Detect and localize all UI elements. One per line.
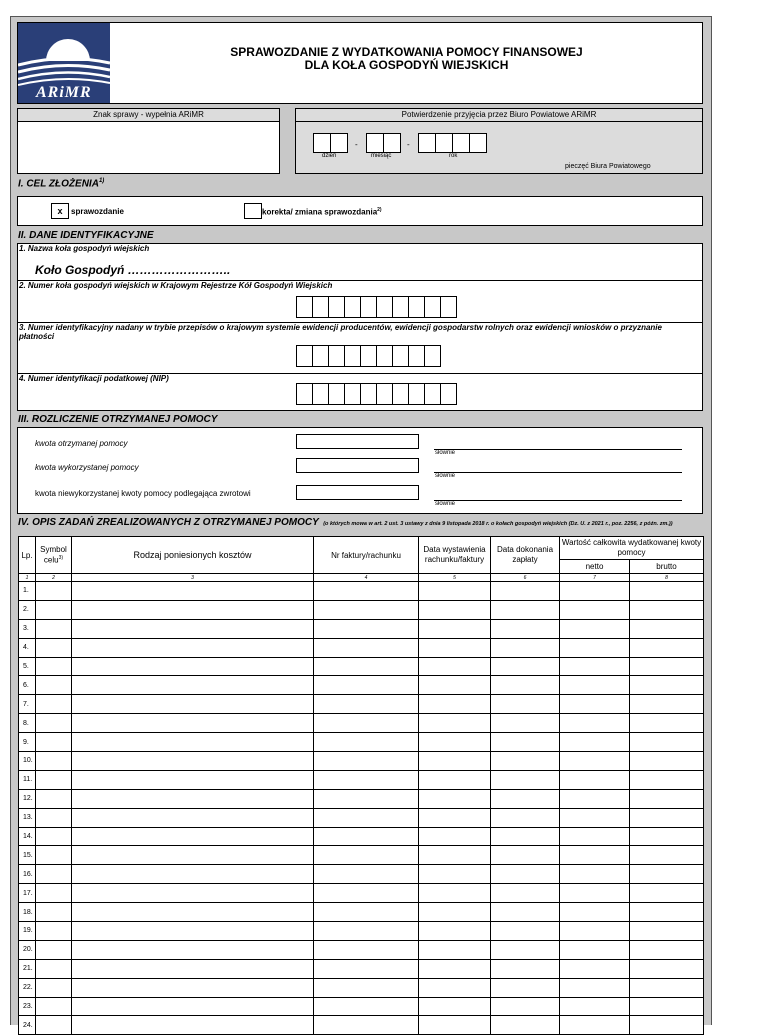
table-row [19, 922, 704, 941]
table-cell[interactable] [314, 922, 419, 941]
form-title-line2: DLA KOŁA GOSPODYŃ WIEJSKICH [304, 58, 509, 72]
option-report-label: sprawozdanie [71, 207, 124, 216]
table-cell[interactable] [36, 978, 72, 997]
column-number-1: 1 [19, 574, 36, 582]
table-cell[interactable] [630, 884, 704, 903]
row-number: 23. [19, 997, 36, 1016]
col-net: netto [560, 560, 630, 574]
table-cell[interactable] [314, 733, 419, 752]
table-row [19, 600, 704, 619]
table-row [19, 752, 704, 771]
table-cell[interactable] [560, 884, 630, 903]
table-cell[interactable] [419, 657, 491, 676]
row-number: 14. [19, 827, 36, 846]
table-cell[interactable] [36, 770, 72, 789]
table-cell[interactable] [314, 884, 419, 903]
table-cell[interactable] [560, 714, 630, 733]
row-number: 17. [19, 884, 36, 903]
field3-label: 3. Numer identyfikacyjny nadany w trybie przepisów o krajowym systemie ewidencji producentów, ewidencji gospodarstw rolnych oraz ewidencji wniosków o przyznanie płatności [19, 323, 662, 341]
table-body [19, 582, 704, 1035]
table-cell[interactable] [560, 582, 630, 601]
table-row [19, 940, 704, 959]
table-cell[interactable] [72, 808, 314, 827]
table-row [19, 582, 704, 601]
row-number: 12. [19, 789, 36, 808]
table-cell[interactable] [314, 827, 419, 846]
table-cell[interactable] [419, 695, 491, 714]
row-number: 2. [19, 600, 36, 619]
col-total: Wartość całkowita wydatkowanej kwoty pomocy [560, 537, 704, 560]
table-cell[interactable] [36, 903, 72, 922]
column-number-7: 7 [560, 574, 630, 582]
table-cell[interactable] [630, 752, 704, 771]
table-cell[interactable] [630, 733, 704, 752]
table-cell[interactable] [630, 903, 704, 922]
table-cell[interactable] [630, 827, 704, 846]
form-title-line1: SPRAWOZDANIE Z WYDATKOWANIA POMOCY FINANSOWEJ [230, 45, 583, 59]
table-cell[interactable] [72, 657, 314, 676]
table-cell[interactable] [72, 582, 314, 601]
date-separator-2: - [407, 140, 410, 149]
table-cell[interactable] [560, 789, 630, 808]
col-lp: Lp. [19, 537, 36, 574]
table-cell[interactable] [72, 695, 314, 714]
table-cell[interactable] [36, 619, 72, 638]
table-row [19, 827, 704, 846]
table-cell[interactable] [36, 600, 72, 619]
table-cell[interactable] [419, 940, 491, 959]
column-number-4: 4 [314, 574, 419, 582]
month-cells[interactable] [366, 133, 400, 153]
section4-title: IV. OPIS ZADAŃ ZREALIZOWANYCH Z OTRZYMANEJ POMOCY (o których mowa w art. 2 ust. 3 ustawy z dnia 9 listopada 2018 r. o kołach gospodyń wiejskich (Dz. U. z 2021 r., poz. 2256, z późn. zm.)) [18, 517, 673, 528]
table-cell[interactable] [36, 1016, 72, 1035]
table-cell[interactable] [36, 789, 72, 808]
confirmation-label: Potwierdzenie przyjęcia przez Biuro Powiatowe ARiMR [401, 110, 597, 119]
row-number: 8. [19, 714, 36, 733]
table-cell[interactable] [72, 789, 314, 808]
table-cell[interactable] [491, 695, 560, 714]
table-cell[interactable] [491, 808, 560, 827]
table-cell[interactable] [560, 657, 630, 676]
table-cell[interactable] [560, 733, 630, 752]
table-cell[interactable] [491, 997, 560, 1016]
col-cost-type: Rodzaj poniesionych kosztów [72, 537, 314, 574]
table-row [19, 714, 704, 733]
table-cell[interactable] [630, 619, 704, 638]
table-cell[interactable] [72, 846, 314, 865]
table-cell[interactable] [419, 638, 491, 657]
table-cell[interactable] [630, 789, 704, 808]
table-cell[interactable] [560, 619, 630, 638]
table-cell[interactable] [419, 978, 491, 997]
row-number: 9. [19, 733, 36, 752]
table-cell[interactable] [314, 676, 419, 695]
table-cell[interactable] [560, 865, 630, 884]
table-cell[interactable] [560, 997, 630, 1016]
table-cell[interactable] [630, 959, 704, 978]
table-cell[interactable] [314, 959, 419, 978]
table-cell[interactable] [419, 752, 491, 771]
used-amount-words-label: słownie [435, 473, 456, 479]
table-cell[interactable] [72, 884, 314, 903]
table-cell[interactable] [491, 865, 560, 884]
table-row [19, 657, 704, 676]
table-cell[interactable] [72, 733, 314, 752]
table-cell[interactable] [630, 770, 704, 789]
table-cell[interactable] [314, 600, 419, 619]
table-cell[interactable] [314, 808, 419, 827]
table-cell[interactable] [630, 714, 704, 733]
table-row [19, 695, 704, 714]
row-number: 13. [19, 808, 36, 827]
field1-label: 1. Nazwa koła gospodyń wiejskich [19, 244, 150, 253]
table-cell[interactable] [491, 903, 560, 922]
table-cell[interactable] [72, 619, 314, 638]
table-cell[interactable] [36, 695, 72, 714]
day-cells[interactable] [313, 133, 347, 153]
table-row [19, 789, 704, 808]
table-row [19, 1016, 704, 1035]
table-cell[interactable] [72, 997, 314, 1016]
table-cell[interactable] [72, 959, 314, 978]
table-cell[interactable] [314, 978, 419, 997]
table-cell[interactable] [314, 657, 419, 676]
row-number: 3. [19, 619, 36, 638]
table-cell[interactable] [491, 789, 560, 808]
table-cell[interactable] [630, 940, 704, 959]
field3-cells[interactable] [296, 345, 440, 367]
table-cell[interactable] [419, 903, 491, 922]
table-cell[interactable] [419, 959, 491, 978]
table-row [19, 733, 704, 752]
table-cell[interactable] [36, 676, 72, 695]
option-report-checkbox[interactable]: x [51, 203, 69, 219]
row-number: 1. [19, 582, 36, 601]
table-cell[interactable] [36, 638, 72, 657]
table-cell[interactable] [72, 1016, 314, 1035]
table-cell[interactable] [419, 827, 491, 846]
column-number-8: 8 [630, 574, 704, 582]
table-row [19, 978, 704, 997]
year-label: rok [449, 153, 458, 159]
table-cell[interactable] [491, 582, 560, 601]
table-cell[interactable] [491, 770, 560, 789]
case-number-field[interactable] [18, 122, 279, 173]
table-cell[interactable] [36, 846, 72, 865]
table-cell[interactable] [36, 808, 72, 827]
table-cell[interactable] [72, 922, 314, 941]
table-cell[interactable] [36, 884, 72, 903]
field2-cells[interactable] [296, 296, 456, 318]
table-cell[interactable] [560, 638, 630, 657]
row-number: 18. [19, 903, 36, 922]
table-cell[interactable] [630, 638, 704, 657]
logo-text: ARiMR [36, 84, 92, 101]
table-cell[interactable] [630, 695, 704, 714]
table-cell[interactable] [72, 714, 314, 733]
table-cell[interactable] [560, 1016, 630, 1035]
table-cell[interactable] [314, 695, 419, 714]
table-cell[interactable] [314, 1016, 419, 1035]
table-cell[interactable] [419, 789, 491, 808]
table-cell[interactable] [36, 997, 72, 1016]
table-cell[interactable] [560, 978, 630, 997]
table-row [19, 884, 704, 903]
table-cell[interactable] [491, 978, 560, 997]
table-cell[interactable] [630, 846, 704, 865]
column-number-5: 5 [419, 574, 491, 582]
unused-amount-input[interactable] [296, 485, 419, 500]
section2-title: II. DANE IDENTYFIKACYJNE [18, 230, 154, 241]
row-number: 6. [19, 676, 36, 695]
table-cell[interactable] [491, 1016, 560, 1035]
table-cell[interactable] [419, 922, 491, 941]
table-cell[interactable] [560, 903, 630, 922]
col-payment-date: Data dokonania zapłaty [491, 537, 560, 574]
year-cells[interactable] [418, 133, 486, 153]
table-cell[interactable] [72, 600, 314, 619]
costs-table [18, 536, 704, 1035]
date-separator-1: - [355, 140, 358, 149]
column-number-6: 6 [491, 574, 560, 582]
section3-title: III. ROZLICZENIE OTRZYMANEJ POMOCY [18, 414, 218, 425]
table-cell[interactable] [419, 600, 491, 619]
table-cell[interactable] [491, 676, 560, 695]
table-cell[interactable] [491, 884, 560, 903]
table-cell[interactable] [419, 1016, 491, 1035]
table-cell[interactable] [491, 638, 560, 657]
row-number: 16. [19, 865, 36, 884]
table-row [19, 770, 704, 789]
table-cell[interactable] [560, 846, 630, 865]
table-cell[interactable] [314, 903, 419, 922]
table-cell[interactable] [314, 619, 419, 638]
table-cell[interactable] [36, 714, 72, 733]
table-cell[interactable] [72, 676, 314, 695]
option-correction-checkbox[interactable] [244, 203, 262, 219]
table-row [19, 676, 704, 695]
table-cell[interactable] [36, 582, 72, 601]
received-amount-input[interactable] [296, 434, 419, 449]
table-cell[interactable] [560, 695, 630, 714]
table-row [19, 959, 704, 978]
table-cell[interactable] [491, 600, 560, 619]
row-number: 24. [19, 1016, 36, 1035]
table-cell[interactable] [491, 846, 560, 865]
row-number: 22. [19, 978, 36, 997]
unused-amount-label: kwota niewykorzystanej kwoty pomocy podlegająca zwrotowi [35, 489, 251, 498]
table-cell[interactable] [560, 808, 630, 827]
table-cell[interactable] [491, 657, 560, 676]
used-amount-label: kwota wykorzystanej pomocy [35, 463, 139, 472]
table-cell[interactable] [72, 903, 314, 922]
col-invoice: Nr faktury/rachunku [314, 537, 419, 574]
table-cell[interactable] [491, 827, 560, 846]
row-number: 20. [19, 940, 36, 959]
day-label: dzień [322, 153, 337, 159]
used-amount-words-line[interactable] [434, 472, 682, 473]
option-correction-label: korekta/ zmiana sprawozdania$^{2)}$ [262, 207, 382, 217]
table-cell[interactable] [419, 733, 491, 752]
row-number: 11. [19, 770, 36, 789]
table-cell[interactable] [314, 789, 419, 808]
table-cell[interactable] [72, 978, 314, 997]
case-number-label: Znak sprawy - wypełnia ARiMR [93, 110, 204, 119]
table-cell[interactable] [314, 865, 419, 884]
table-cell[interactable] [72, 827, 314, 846]
table-cell[interactable] [630, 922, 704, 941]
table-cell[interactable] [560, 922, 630, 941]
table-cell[interactable] [36, 752, 72, 771]
row-number: 19. [19, 922, 36, 941]
table-cell[interactable] [491, 714, 560, 733]
table-cell[interactable] [630, 582, 704, 601]
field4-label: 4. Numer identyfikacji podatkowej (NIP) [19, 374, 169, 383]
column-number-2: 2 [36, 574, 72, 582]
table-cell[interactable] [630, 997, 704, 1016]
field4-cells[interactable] [296, 383, 456, 405]
table-cell[interactable] [36, 865, 72, 884]
table-cell[interactable] [314, 582, 419, 601]
table-cell[interactable] [419, 808, 491, 827]
arimr-logo [18, 23, 110, 103]
table-cell[interactable] [419, 619, 491, 638]
table-cell[interactable] [36, 657, 72, 676]
table-row [19, 846, 704, 865]
received-amount-words-line[interactable] [434, 449, 682, 450]
table-cell[interactable] [314, 638, 419, 657]
table-cell[interactable] [560, 600, 630, 619]
table-cell[interactable] [72, 752, 314, 771]
table-cell[interactable] [419, 582, 491, 601]
table-row [19, 865, 704, 884]
table-cell[interactable] [72, 940, 314, 959]
row-number: 10. [19, 752, 36, 771]
table-cell[interactable] [419, 676, 491, 695]
received-amount-words-label: słownie [435, 450, 456, 456]
month-label: miesiąc [371, 153, 392, 159]
table-cell[interactable] [314, 997, 419, 1016]
column-numbers-row [19, 574, 704, 582]
table-row [19, 903, 704, 922]
table-cell[interactable] [630, 865, 704, 884]
table-cell[interactable] [630, 676, 704, 695]
used-amount-input[interactable] [296, 458, 419, 473]
table-cell[interactable] [314, 752, 419, 771]
unused-amount-words-line[interactable] [434, 500, 682, 501]
table-cell[interactable] [491, 922, 560, 941]
table-cell[interactable] [72, 638, 314, 657]
col-symbol: Symbol celu$^{3)}$ [36, 537, 72, 574]
table-cell[interactable] [36, 922, 72, 941]
table-cell[interactable] [36, 940, 72, 959]
table-row [19, 638, 704, 657]
table-cell[interactable] [630, 600, 704, 619]
table-cell[interactable] [491, 733, 560, 752]
table-cell[interactable] [314, 846, 419, 865]
row-number: 21. [19, 959, 36, 978]
table-cell[interactable] [72, 770, 314, 789]
received-amount-label: kwota otrzymanej pomocy [35, 439, 128, 448]
table-cell[interactable] [630, 978, 704, 997]
table-cell[interactable] [419, 865, 491, 884]
row-number: 15. [19, 846, 36, 865]
table-row [19, 619, 704, 638]
table-cell[interactable] [630, 808, 704, 827]
column-number-3: 3 [72, 574, 314, 582]
table-cell[interactable] [72, 865, 314, 884]
table-cell[interactable] [491, 940, 560, 959]
col-issue-date: Data wystawienia rachunku/faktury [419, 537, 491, 574]
table-row [19, 808, 704, 827]
unused-amount-words-label: słownie [435, 501, 456, 507]
section1-title: I. CEL ZŁOŻENIA$^{1)}$ [18, 178, 105, 190]
table-cell[interactable] [491, 752, 560, 771]
stamp-label: pieczęć Biura Powiatowego [565, 163, 651, 170]
table-cell[interactable] [630, 657, 704, 676]
table-cell[interactable] [491, 959, 560, 978]
table-cell[interactable] [560, 676, 630, 695]
table-cell[interactable] [36, 959, 72, 978]
table-cell[interactable] [630, 1016, 704, 1035]
table-cell[interactable] [491, 619, 560, 638]
table-cell[interactable] [419, 770, 491, 789]
table-cell[interactable] [419, 846, 491, 865]
table-cell[interactable] [314, 770, 419, 789]
table-cell[interactable] [314, 940, 419, 959]
row-number: 7. [19, 695, 36, 714]
table-cell[interactable] [560, 752, 630, 771]
table-cell[interactable] [36, 733, 72, 752]
table-row [19, 997, 704, 1016]
table-cell[interactable] [314, 714, 419, 733]
table-cell[interactable] [419, 714, 491, 733]
table-header-row [19, 537, 704, 560]
table-cell[interactable] [419, 997, 491, 1016]
row-number: 4. [19, 638, 36, 657]
row-number: 5. [19, 657, 36, 676]
form-title [110, 46, 703, 72]
table-cell[interactable] [560, 770, 630, 789]
table-cell[interactable] [419, 884, 491, 903]
table-cell[interactable] [560, 827, 630, 846]
field1-value[interactable]: Koło Gospodyń …………………….. [35, 263, 231, 277]
table-cell[interactable] [560, 959, 630, 978]
table-cell[interactable] [36, 827, 72, 846]
field2-label: 2. Numer koła gospodyń wiejskich w Krajowym Rejestrze Kół Gospodyń Wiejskich [19, 281, 333, 290]
col-gross: brutto [630, 560, 704, 574]
table-cell[interactable] [560, 940, 630, 959]
